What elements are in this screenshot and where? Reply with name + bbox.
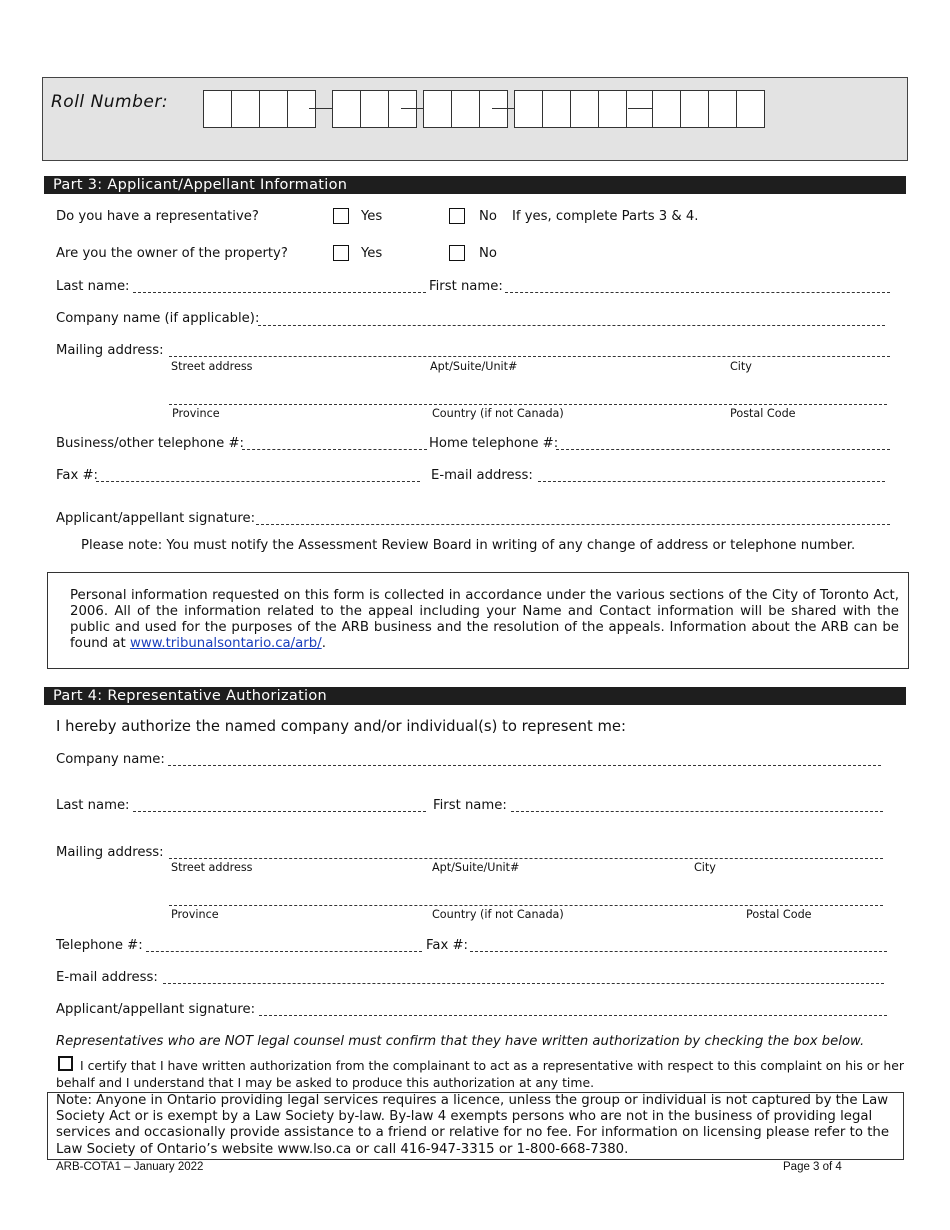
privacy-notice bbox=[47, 572, 909, 669]
certify-checkbox[interactable] bbox=[58, 1056, 73, 1071]
applicant-signature-label: Applicant/appellant signature: bbox=[56, 511, 256, 526]
email-field[interactable] bbox=[538, 481, 885, 482]
mailing-address-field[interactable] bbox=[169, 356, 890, 357]
roll-separator bbox=[628, 108, 652, 109]
rep-email-field[interactable] bbox=[163, 983, 884, 984]
street-address-caption: Street address bbox=[171, 360, 253, 373]
roll-number-group-5[interactable] bbox=[652, 90, 764, 128]
rep-first-name-label: First name: bbox=[433, 798, 507, 813]
roll-digit-cell[interactable] bbox=[451, 90, 480, 128]
rep-company-field[interactable] bbox=[168, 765, 881, 766]
country-caption: Country (if not Canada) bbox=[432, 407, 564, 420]
roll-digit-cell[interactable] bbox=[570, 90, 599, 128]
roll-digit-cell[interactable] bbox=[652, 90, 681, 128]
rep-province-country-postal-field[interactable] bbox=[169, 905, 883, 906]
licence-note-line2: Society Act or is exempt by a Law Society by-law. By-law 4 exempts persons who are not in the business of providing legal bbox=[56, 1109, 873, 1125]
licence-note-line3: services and occasionally provide assistance to a friend or relative for no fee. For information on licensing please refer to the bbox=[56, 1125, 890, 1141]
tribunals-ontario-link[interactable]: www.tribunalsontario.ca/arb/ bbox=[129, 636, 322, 651]
owner-no-checkbox[interactable] bbox=[449, 245, 465, 261]
apt-caption: Apt/Suite/Unit# bbox=[430, 360, 518, 373]
first-name-field[interactable] bbox=[505, 292, 890, 293]
roll-digit-cell[interactable] bbox=[736, 90, 765, 128]
postal-code-caption: Postal Code bbox=[730, 407, 796, 420]
rep-fax-label: Fax #: bbox=[426, 938, 468, 953]
rep-signature-label: Applicant/appellant signature: bbox=[56, 1002, 256, 1017]
representative-yes-label: Yes bbox=[361, 209, 383, 224]
part4-heading: Part 4: Representative Authorization bbox=[44, 687, 906, 705]
rep-mailing-address-field[interactable] bbox=[169, 858, 883, 859]
rep-telephone-field[interactable] bbox=[146, 951, 422, 952]
rep-city-caption: City bbox=[694, 861, 716, 874]
business-telephone-field[interactable] bbox=[242, 449, 427, 450]
representative-yes-checkbox[interactable] bbox=[333, 208, 349, 224]
certify-text-line2: behalf and I understand that I may be asked to produce this authorization at any time. bbox=[56, 1075, 595, 1090]
roll-number-box bbox=[42, 77, 908, 161]
roll-digit-cell[interactable] bbox=[680, 90, 709, 128]
province-country-postal-field[interactable] bbox=[169, 404, 887, 405]
rep-fax-field[interactable] bbox=[470, 951, 887, 952]
roll-digit-cell[interactable] bbox=[203, 90, 232, 128]
rep-email-label: E-mail address: bbox=[56, 970, 158, 985]
roll-number-group-4[interactable] bbox=[514, 90, 654, 128]
rep-signature-field[interactable] bbox=[259, 1015, 887, 1016]
home-telephone-field[interactable] bbox=[556, 449, 890, 450]
first-name-label: First name: bbox=[429, 279, 503, 294]
rep-last-name-label: Last name: bbox=[56, 798, 130, 813]
certify-text-line1: I certify that I have written authorization from the complainant to act as a representative with respect to this complaint on his or her bbox=[80, 1058, 904, 1073]
rep-apt-caption: Apt/Suite/Unit# bbox=[432, 861, 520, 874]
privacy-notice-text: Personal information requested on this form is collected in accordance under the various sections of the City of Toronto Act, 2006. All of the information related to the appeal including your Name and Contact information will be shared with the public and used for the purposes of the ARB business and the resolution of the appeals. Information about the ARB can be found at bbox=[70, 588, 899, 651]
business-telephone-label: Business/other telephone #: bbox=[56, 436, 244, 451]
licence-note-line1: Note: Anyone in Ontario providing legal services requires a licence, unless the group or individual is not captured by the Law bbox=[56, 1093, 889, 1108]
roll-number-group-3[interactable] bbox=[423, 90, 507, 128]
roll-separator bbox=[492, 108, 515, 109]
roll-digit-cell[interactable] bbox=[423, 90, 452, 128]
rep-province-caption: Province bbox=[171, 908, 219, 921]
email-label: E-mail address: bbox=[431, 468, 533, 483]
non-legal-counsel-note: Representatives who are NOT legal counsel must confirm that they have written authorization by checking the box below. bbox=[56, 1034, 865, 1049]
roll-number-group-1[interactable] bbox=[203, 90, 315, 128]
roll-digit-cell[interactable] bbox=[708, 90, 737, 128]
company-name-field[interactable] bbox=[258, 325, 885, 326]
representative-no-label: No bbox=[479, 209, 497, 224]
licence-note bbox=[47, 1092, 904, 1160]
rep-postal-code-caption: Postal Code bbox=[746, 908, 812, 921]
page-number: Page 3 of 4 bbox=[783, 1161, 842, 1173]
rep-last-name-field[interactable] bbox=[133, 811, 426, 812]
roll-digit-cell[interactable] bbox=[287, 90, 316, 128]
rep-first-name-field[interactable] bbox=[511, 811, 883, 812]
owner-no-label: No bbox=[479, 246, 497, 261]
roll-number-label: Roll Number: bbox=[51, 92, 169, 112]
applicant-signature-field[interactable] bbox=[256, 524, 890, 525]
roll-digit-cell[interactable] bbox=[514, 90, 543, 128]
rep-telephone-label: Telephone #: bbox=[56, 938, 143, 953]
representative-no-checkbox[interactable] bbox=[449, 208, 465, 224]
roll-digit-cell[interactable] bbox=[542, 90, 571, 128]
rep-company-label: Company name: bbox=[56, 752, 165, 767]
home-telephone-label: Home telephone #: bbox=[429, 436, 559, 451]
fax-label: Fax #: bbox=[56, 468, 98, 483]
roll-digit-cell[interactable] bbox=[598, 90, 627, 128]
company-name-label: Company name (if applicable): bbox=[56, 311, 260, 326]
representative-hint: If yes, complete Parts 3 & 4. bbox=[512, 209, 699, 224]
owner-yes-checkbox[interactable] bbox=[333, 245, 349, 261]
rep-street-address-caption: Street address bbox=[171, 861, 253, 874]
fax-field[interactable] bbox=[96, 481, 420, 482]
last-name-field[interactable] bbox=[133, 292, 426, 293]
roll-digit-cell[interactable] bbox=[388, 90, 417, 128]
roll-separator bbox=[401, 108, 424, 109]
city-caption: City bbox=[730, 360, 752, 373]
authorization-intro: I hereby authorize the named company and/or individual(s) to represent me: bbox=[56, 718, 626, 735]
privacy-notice-end: . bbox=[321, 636, 326, 651]
roll-digit-cell[interactable] bbox=[259, 90, 288, 128]
roll-digit-cell[interactable] bbox=[360, 90, 389, 128]
part3-heading: Part 3: Applicant/Appellant Information bbox=[44, 176, 906, 194]
form-id: ARB-COTA1 – January 2022 bbox=[56, 1161, 204, 1173]
please-note: Please note: You must notify the Assessment Review Board in writing of any change of address or telephone number. bbox=[81, 538, 856, 553]
province-caption: Province bbox=[172, 407, 220, 420]
mailing-address-label: Mailing address: bbox=[56, 343, 164, 358]
rep-country-caption: Country (if not Canada) bbox=[432, 908, 564, 921]
licence-note-line4: Law Society of Ontario’s website www.lso.ca or call 416-947-3315 or 1-800-668-7380. bbox=[56, 1141, 629, 1157]
roll-separator bbox=[309, 108, 332, 109]
owner-yes-label: Yes bbox=[361, 246, 383, 261]
last-name-label: Last name: bbox=[56, 279, 130, 294]
roll-digit-cell[interactable] bbox=[231, 90, 260, 128]
roll-digit-cell[interactable] bbox=[626, 90, 655, 128]
rep-mailing-address-label: Mailing address: bbox=[56, 845, 164, 860]
roll-digit-cell[interactable] bbox=[332, 90, 361, 128]
roll-digit-cell[interactable] bbox=[479, 90, 508, 128]
representative-question: Do you have a representative? bbox=[56, 209, 259, 224]
roll-number-group-2[interactable] bbox=[332, 90, 416, 128]
owner-question: Are you the owner of the property? bbox=[56, 246, 288, 261]
